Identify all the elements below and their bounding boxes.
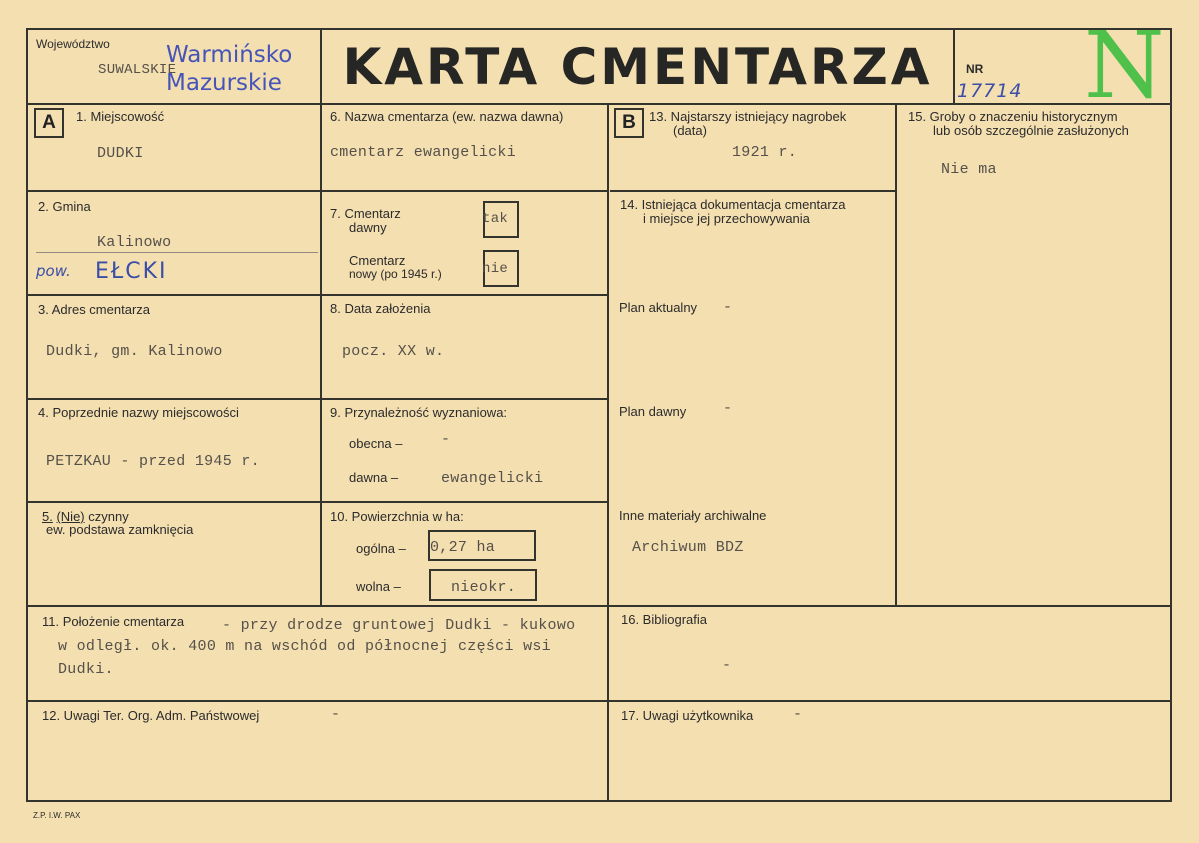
plan-current-value: - xyxy=(723,299,733,316)
field-11-line-1: - przy drodze gruntowej Dudki - kukowo xyxy=(222,617,576,634)
field-9-current-label: obecna – xyxy=(349,436,403,451)
field-14-label-2: i miejsce jej przechowywania xyxy=(643,211,810,226)
field-5-label-2: ew. podstawa zamknięcia xyxy=(46,522,194,537)
field-11-line-2: w odległ. ok. 400 m na wschód od północnej części wsi xyxy=(58,638,551,655)
rule xyxy=(26,398,608,400)
plan-old-value: - xyxy=(723,400,733,417)
field-4-value: PETZKAU - przed 1945 r. xyxy=(46,453,260,470)
nr-value: 17714 xyxy=(957,80,1023,102)
rule xyxy=(26,294,608,296)
section-a-marker: A xyxy=(34,108,64,138)
rule xyxy=(26,28,1172,30)
field-5-nie: (Nie) xyxy=(56,509,85,524)
field-9-current-value: - xyxy=(441,431,451,448)
field-6-label: 6. Nazwa cmentarza (ew. nazwa dawna) xyxy=(330,109,564,124)
field-10-free-label: wolna – xyxy=(356,579,401,594)
rule xyxy=(26,28,28,802)
field-2-label: 2. Gmina xyxy=(38,199,91,214)
rule xyxy=(1170,28,1172,802)
field-7-new-value: nie xyxy=(482,261,509,277)
rule xyxy=(953,28,955,105)
field-5-num: 5. xyxy=(42,509,53,524)
voivodeship-typed: SUWALSKIE xyxy=(98,62,177,78)
field-8-label: 8. Data założenia xyxy=(330,301,431,316)
rule xyxy=(26,800,1172,802)
field-9-former-value: ewangelicki xyxy=(441,470,544,487)
field-6-value: cmentarz ewangelicki xyxy=(330,144,517,161)
field-11-label: 11. Położenie cmentarza xyxy=(42,614,185,629)
card-title: KARTA CMENTARZA xyxy=(342,38,933,96)
field-15-label-1: 15. Groby o znaczeniu historycznym xyxy=(908,109,1118,124)
field-7-new-label-2: nowy (po 1945 r.) xyxy=(349,267,442,281)
rule xyxy=(320,103,322,605)
field-7-label-b: dawny xyxy=(349,220,387,235)
plan-old-label: Plan dawny xyxy=(619,404,687,419)
field-15-value: Nie ma xyxy=(941,161,997,178)
field-10-free-value: nieokr. xyxy=(451,579,517,596)
field-16-value: - xyxy=(722,657,732,674)
rule xyxy=(26,190,608,192)
field-8-value: pocz. XX w. xyxy=(342,343,445,360)
field-7-old-value: tak xyxy=(482,211,509,227)
rule xyxy=(320,28,322,105)
voivodeship-label: Województwo xyxy=(36,37,110,51)
rule xyxy=(607,103,609,802)
field-4-label: 4. Poprzednie nazwy miejscowości xyxy=(38,405,239,420)
section-b-marker: B xyxy=(614,108,644,138)
field-2-hand-value: EŁCKI xyxy=(95,259,168,284)
rule xyxy=(26,605,1172,607)
field-13-label-2: (data) xyxy=(673,123,707,138)
field-14-label-1: 14. Istniejąca dokumentacja cmentarza xyxy=(620,197,846,212)
rule xyxy=(26,501,608,503)
rule xyxy=(895,103,897,605)
field-17-label: 17. Uwagi użytkownika xyxy=(621,708,754,723)
field-11-line-3: Dudki. xyxy=(58,661,114,678)
field-7-label: 7. Cmentarz xyxy=(330,206,401,221)
field-1-value: DUDKI xyxy=(97,145,144,162)
field-13-label-1: 13. Najstarszy istniejący nagrobek xyxy=(649,109,847,124)
plan-current-label: Plan aktualny xyxy=(619,300,698,315)
field-12-value: - xyxy=(331,706,341,723)
field-2-divider xyxy=(36,252,318,253)
field-9-former-label: dawna – xyxy=(349,470,399,485)
rule xyxy=(610,190,896,192)
field-16-label: 16. Bibliografia xyxy=(621,612,707,627)
field-13-value: 1921 r. xyxy=(732,144,798,161)
rule xyxy=(26,103,1172,105)
field-10-total-value: 0,27 ha xyxy=(430,539,496,556)
field-17-value: - xyxy=(793,706,803,723)
field-3-label: 3. Adres cmentarza xyxy=(38,302,150,317)
field-5-label-rest: czynny xyxy=(88,509,129,524)
rule xyxy=(26,700,1172,702)
field-2-hand-prefix: pow. xyxy=(36,262,71,280)
footer-imprint: Z.P. I.W. PAX xyxy=(33,811,81,820)
archive-value: Archiwum BDZ xyxy=(632,539,744,556)
field-15-label-2: lub osób szczególnie zasłużonych xyxy=(933,123,1129,138)
field-7-new-label-1: Cmentarz xyxy=(349,253,406,268)
voivodeship-stamp-line1: Warmińsko xyxy=(166,42,293,68)
field-12-label: 12. Uwagi Ter. Org. Adm. Państwowej xyxy=(42,708,260,723)
field-10-label: 10. Powierzchnia w ha: xyxy=(330,509,464,524)
field-9-label: 9. Przynależność wyznaniowa: xyxy=(330,405,508,420)
voivodeship-stamp-line2: Mazurskie xyxy=(166,70,282,96)
field-2-value: Kalinowo xyxy=(97,234,172,251)
field-1-label: 1. Miejscowość xyxy=(76,109,165,124)
archive-label: Inne materiały archiwalne xyxy=(619,508,767,523)
field-3-value: Dudki, gm. Kalinowo xyxy=(46,343,223,360)
category-letter: N xyxy=(1084,12,1165,119)
field-10-total-label: ogólna – xyxy=(356,541,406,556)
nr-label: NR xyxy=(966,62,984,76)
